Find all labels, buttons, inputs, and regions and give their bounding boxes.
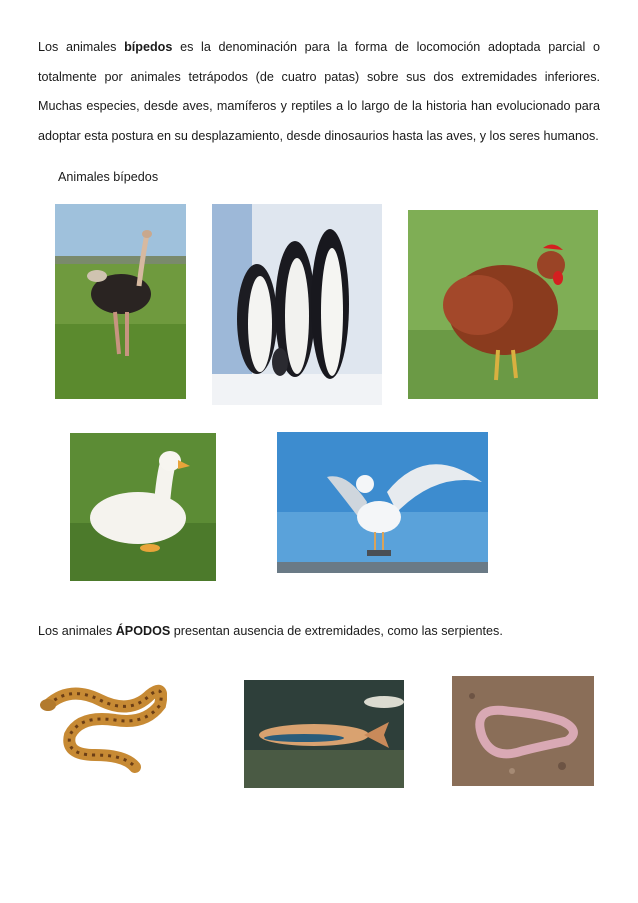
intro-text-rest: es la denominación para la forma de locomoción adoptada parcial o totalmente por animales tetrápodos (de cuatro patas) sobre sus dos extremidades inferiores. Muchas especies, desde aves, mamíferos y reptiles a lo largo de la historia han evolucionado para adoptar esta postura en su desplazamiento, desde dinosaurios hasta las aves, y los seres humanos. — [38, 40, 601, 143]
snake-image — [40, 675, 167, 780]
apodos-sentence — [38, 624, 503, 638]
apodos-text-rest: presentan ausencia de extremidades, como las serpientes. — [170, 624, 503, 638]
hen-image — [408, 210, 598, 399]
fish-image — [244, 680, 404, 788]
worm-image — [452, 676, 594, 786]
bipedos-term: bípedos — [124, 40, 173, 54]
seagull-image — [277, 432, 488, 573]
penguins-image — [212, 204, 382, 405]
apodos-text-start: Los animales — [38, 624, 116, 638]
apodos-term: ÁPODOS — [115, 624, 171, 638]
ostrich-image — [55, 204, 186, 399]
intro-text-start: Los animales — [38, 40, 125, 54]
bipedos-heading: Animales bípedos — [58, 170, 159, 184]
intro-paragraph — [38, 33, 600, 151]
duck-image — [70, 433, 216, 581]
